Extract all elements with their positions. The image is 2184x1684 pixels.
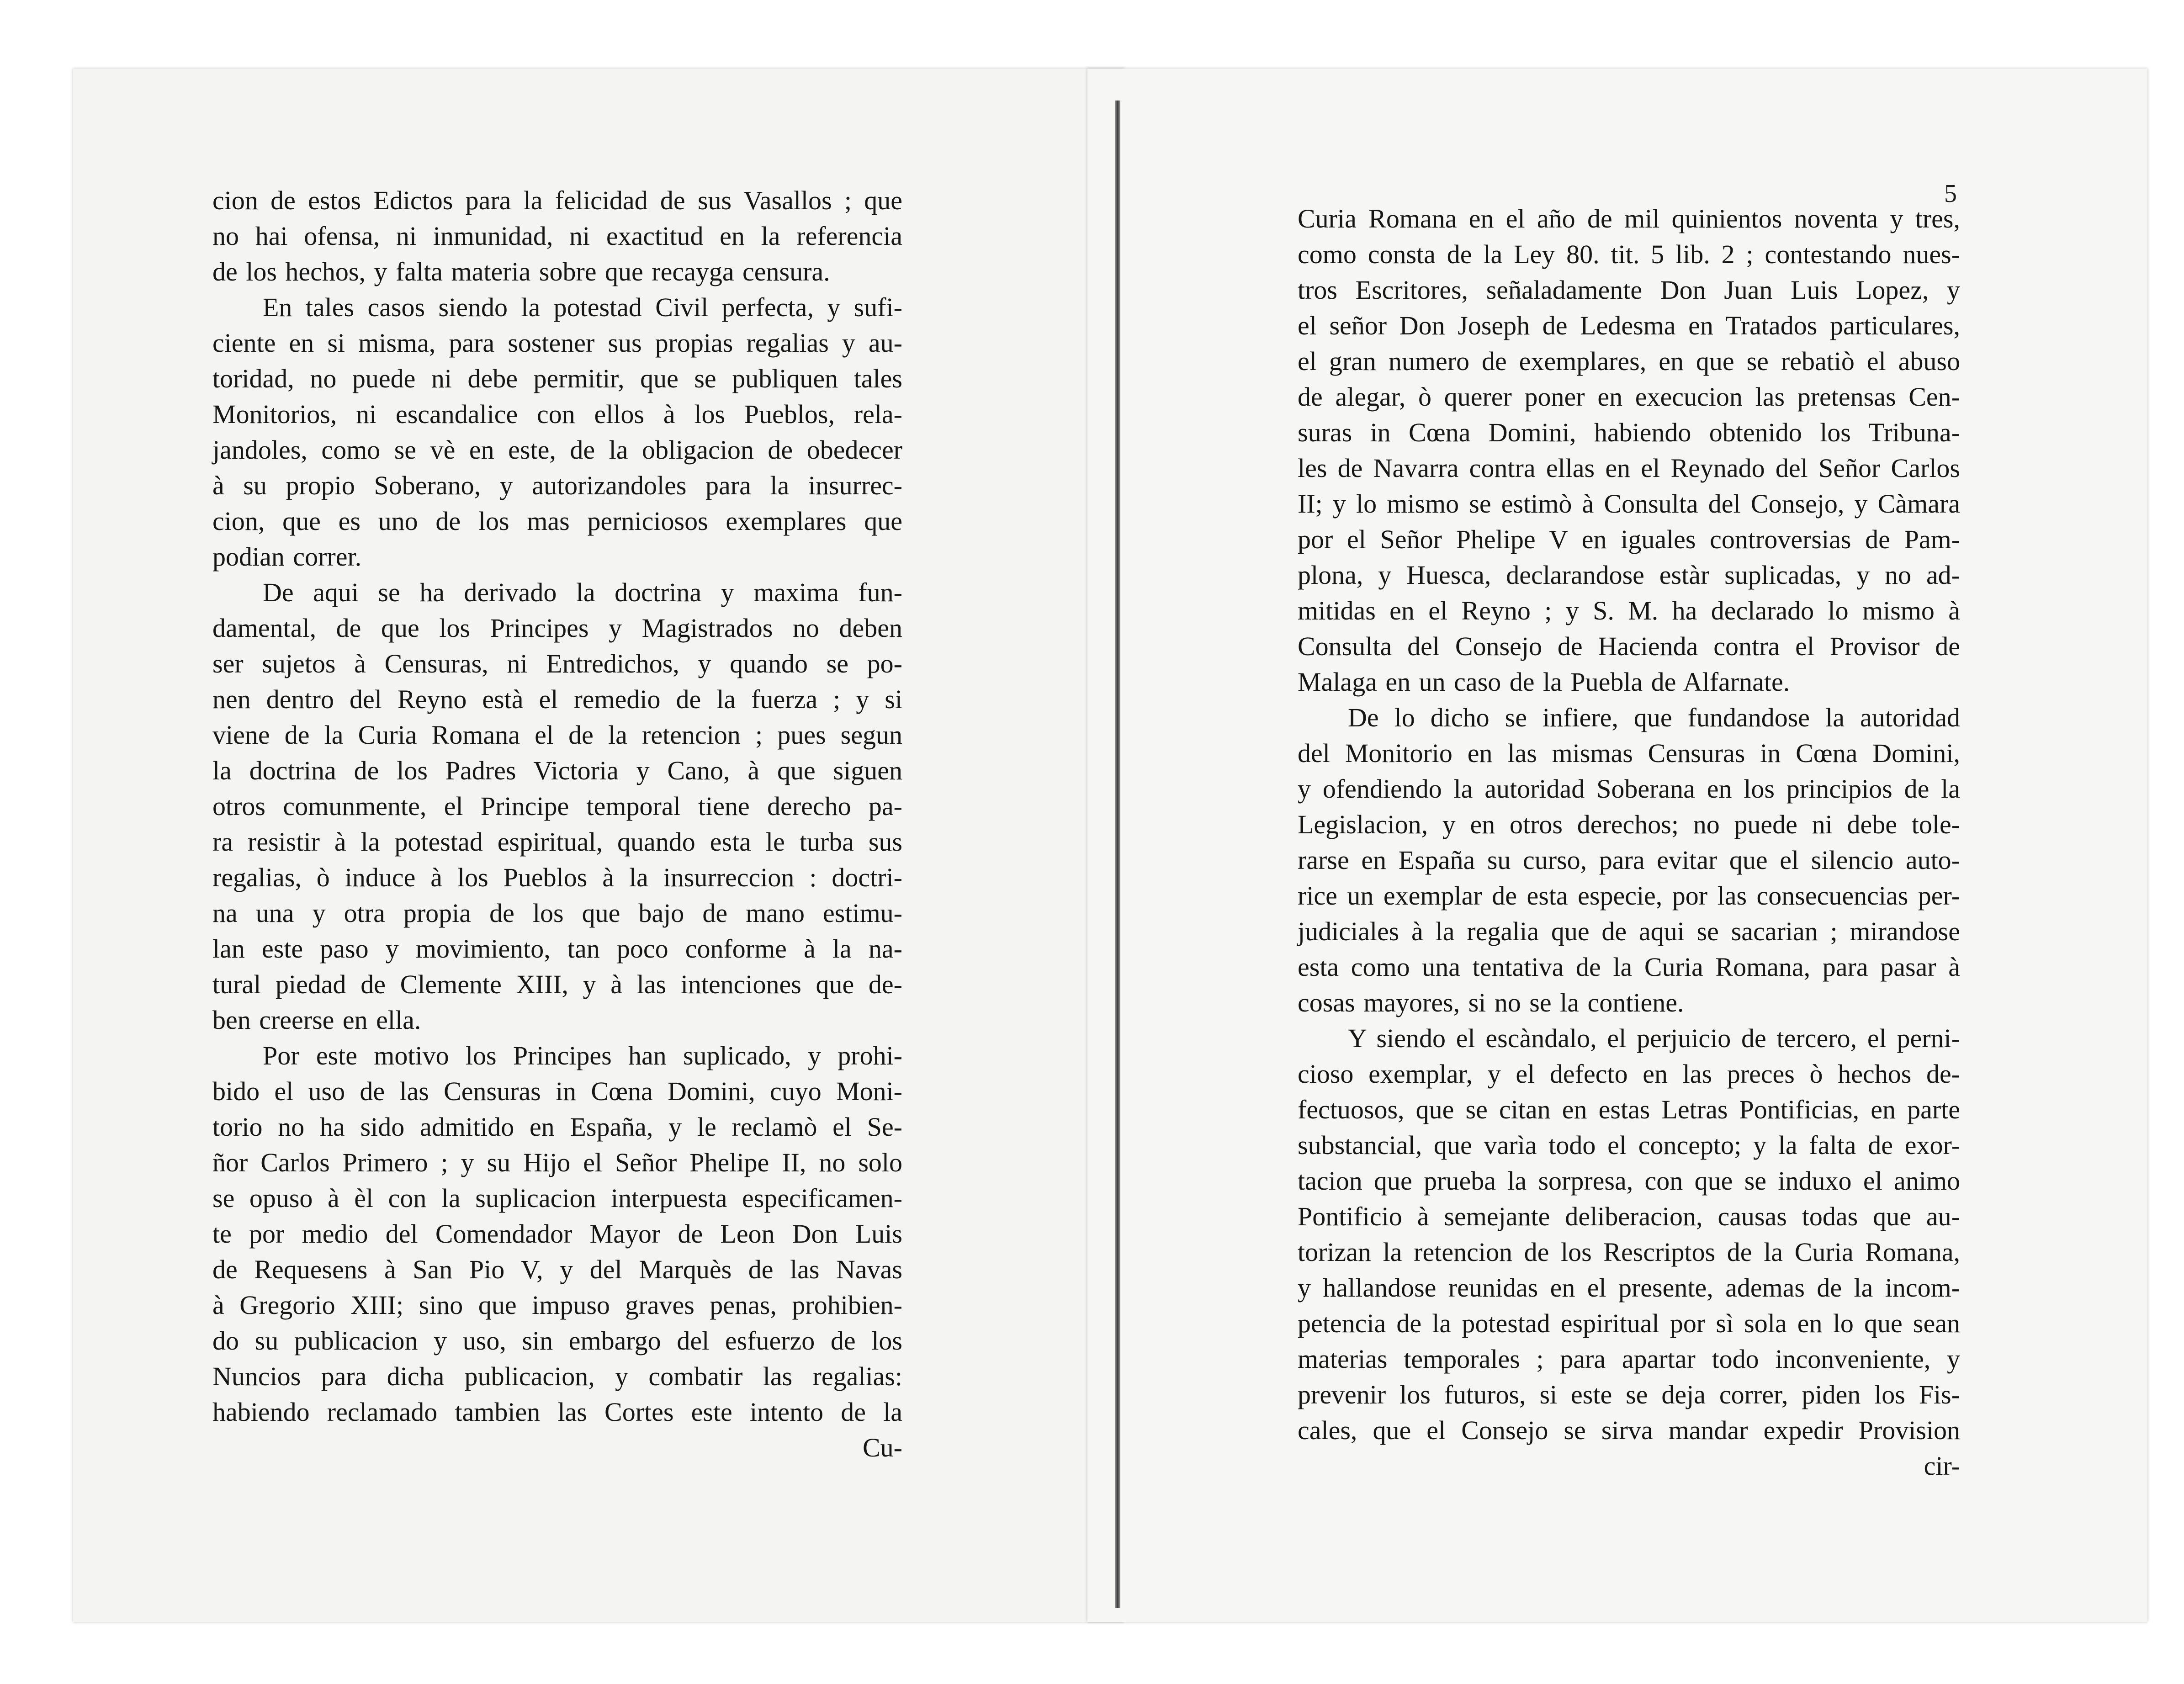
text-line: ra resistir à la potestad espiritual, quando esta le turba sus [212, 827, 902, 857]
text-line: ñor Carlos Primero ; y su Hijo el Señor Phelipe II, no solo [212, 1148, 902, 1177]
text-line: viene de la Curia Romana el de la retencion ; pues segun [212, 720, 902, 750]
text-line: petencia de la potestad espiritual por sì sola en lo que sean [1298, 1308, 1960, 1338]
text-line: se opuso à èl con la suplicacion interpuesta especificamen- [212, 1183, 902, 1213]
text-line: damental, de que los Principes y Magistrados no deben [212, 613, 902, 643]
text-line: materias temporales ; para apartar todo inconveniente, y [1298, 1344, 1960, 1374]
text-line: à Gregorio XIII; sino que impuso graves penas, prohibien- [212, 1290, 902, 1320]
text-line: En tales casos siendo la potestad Civil perfecta, y sufi- [263, 292, 902, 322]
text-line: te por medio del Comendador Mayor de Leon Don Luis [212, 1219, 902, 1249]
text-line: tros Escritores, señaladamente Don Juan Luis Lopez, y [1298, 275, 1960, 305]
text-line: y ofendiendo la autoridad Soberana en los principios de la [1298, 774, 1960, 804]
text-line: ciente en si misma, para sostener sus propias regalias y au- [212, 328, 902, 358]
text-line: del Monitorio en las mismas Censuras in Cœna Domini, [1298, 738, 1960, 768]
text-line: Nuncios para dicha publicacion, y combatir las regalias: [212, 1361, 902, 1391]
text-line: do su publicacion y uso, sin embargo del esfuerzo de los [212, 1326, 902, 1356]
text-line: otros comunmente, el Principe temporal tiene derecho pa- [212, 791, 902, 821]
text-line: suras in Cœna Domini, habiendo obtenido los Tribuna- [1298, 418, 1960, 447]
text-line: Malaga en un caso de la Puebla de Alfarnate. [1298, 667, 1790, 697]
text-line: Curia Romana en el año de mil quinientos noventa y tres, [1298, 204, 1960, 233]
text-line: rice un exemplar de esta especie, por las consecuencias per- [1298, 881, 1960, 911]
text-line: de los hechos, y falta materia sobre que recayga censura. [212, 257, 830, 286]
text-line: jandoles, como se vè en este, de la obligacion de obedecer [212, 435, 902, 465]
text-line: judiciales à la regalia que de aqui se sacarian ; mirandose [1298, 916, 1960, 946]
text-line: fectuosos, que se citan en estas Letras Pontificias, en parte [1298, 1095, 1960, 1124]
text-line: na una y otra propia de los que bajo de mano estimu- [212, 898, 902, 928]
text-line: les de Navarra contra ellas en el Reynado del Señor Carlos [1298, 453, 1960, 483]
text-line: cales, que el Consejo se sirva mandar expedir Provision [1298, 1415, 1960, 1445]
text-line: la doctrina de los Padres Victoria y Cano, à que siguen [212, 756, 902, 785]
text-line: mitidas en el Reyno ; y S. M. ha declarado lo mismo à [1298, 596, 1960, 625]
text-line: bido el uso de las Censuras in Cœna Domini, cuyo Moni- [212, 1076, 902, 1106]
text-line: nen dentro del Reyno està el remedio de la fuerza ; y si [212, 684, 902, 714]
text-line: de Requesens à San Pio V, y del Marquès de las Navas [212, 1255, 902, 1284]
text-line: el señor Don Joseph de Ledesma en Tratados particulares, [1298, 311, 1960, 340]
text-line: Monitorios, ni escandalice con ellos à los Pueblos, rela- [212, 399, 902, 429]
text-line: Consulta del Consejo de Hacienda contra el Provisor de [1298, 631, 1960, 661]
right-text-column [1298, 201, 1960, 1484]
text-line: toridad, no puede ni debe permitir, que se publiquen tales [212, 364, 902, 393]
text-line: ser sujetos à Censuras, ni Entredichos, y quando se po- [212, 649, 902, 678]
text-line: prevenir los futuros, si este se deja correr, piden los Fis- [1298, 1380, 1960, 1409]
text-line: Y siendo el escàndalo, el perjuicio de tercero, el perni- [1348, 1023, 1960, 1053]
text-line: De lo dicho se infiere, que fundandose la autoridad [1348, 703, 1960, 732]
text-line: De aqui se ha derivado la doctrina y maxima fun- [263, 577, 902, 607]
left-text-column [212, 183, 902, 1466]
text-line: torio no ha sido admitido en España, y le reclamò el Se- [212, 1112, 902, 1142]
catchword: Cu- [863, 1433, 902, 1462]
page-number: 5 [1944, 180, 1957, 208]
text-line: lan este paso y movimiento, tan poco conforme à la na- [212, 934, 902, 964]
text-line: substancial, que varìa todo el concepto; y la falta de exor- [1298, 1130, 1960, 1160]
text-line: ben creerse en ella. [212, 1005, 421, 1035]
text-line: por el Señor Phelipe V en iguales controversias de Pam- [1298, 524, 1960, 554]
text-line: no hai ofensa, ni inmunidad, ni exactitud en la referencia [212, 221, 902, 251]
text-line: cosas mayores, si no se la contiene. [1298, 988, 1684, 1017]
text-line: regalias, ò induce à los Pueblos à la insurreccion : doctri- [212, 863, 902, 892]
text-line: rarse en España su curso, para evitar que el silencio auto- [1298, 845, 1960, 875]
text-line: à su propio Soberano, y autorizandoles para la insurrec- [212, 471, 902, 500]
catchword: cir- [1924, 1451, 1960, 1481]
text-line: cion, que es uno de los mas perniciosos exemplares que [212, 506, 902, 536]
text-line: Legislacion, y en otros derechos; no puede ni debe tole- [1298, 810, 1960, 839]
text-line: como consta de la Ley 80. tit. 5 lib. 2 ; contestando nues- [1298, 239, 1960, 269]
text-line: de alegar, ò querer poner en execucion las pretensas Cen- [1298, 382, 1960, 412]
text-line: podian correr. [212, 542, 362, 572]
text-line: plona, y Huesca, declarandose estàr suplicadas, y no ad- [1298, 560, 1960, 590]
book-gutter [1115, 101, 1120, 1608]
text-line: tural piedad de Clemente XIII, y à las intenciones que de- [212, 969, 902, 999]
text-line: torizan la retencion de los Rescriptos de la Curia Romana, [1298, 1237, 1960, 1267]
text-line: y hallandose reunidas en el presente, ademas de la incom- [1298, 1273, 1960, 1303]
text-line: cioso exemplar, y el defecto en las preces ò hechos de- [1298, 1059, 1960, 1089]
text-line: II; y lo mismo se estimò à Consulta del Consejo, y Càmara [1298, 489, 1960, 519]
text-line: cion de estos Edictos para la felicidad de sus Vasallos ; que [212, 185, 902, 215]
text-line: tacion que prueba la sorpresa, con que se induxo el animo [1298, 1166, 1960, 1196]
text-line: Pontificio à semejante deliberacion, causas todas que au- [1298, 1202, 1960, 1231]
text-line: el gran numero de exemplares, en que se rebatiò el abuso [1298, 346, 1960, 376]
text-line: habiendo reclamado tambien las Cortes este intento de la [212, 1397, 902, 1427]
text-line: Por este motivo los Principes han suplicado, y prohi- [263, 1041, 902, 1070]
text-line: esta como una tentativa de la Curia Romana, para pasar à [1298, 952, 1960, 982]
